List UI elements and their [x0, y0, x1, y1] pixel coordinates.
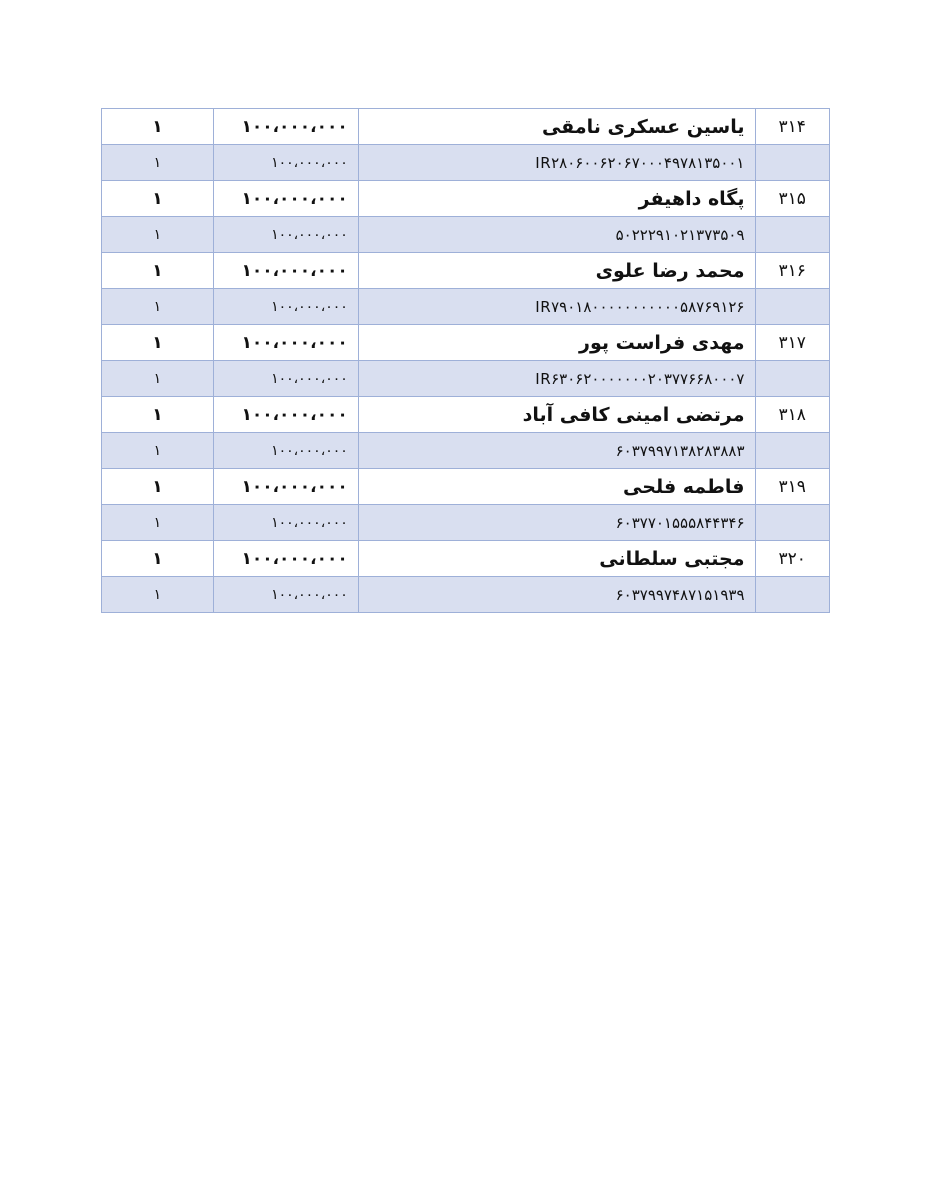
amount-value: ۱۰۰،۰۰۰،۰۰۰ [241, 548, 348, 569]
amount-value: ۱۰۰،۰۰۰،۰۰۰ [271, 514, 348, 531]
table-row [102, 181, 830, 217]
amount-value: ۱۰۰،۰۰۰،۰۰۰ [241, 188, 348, 209]
row-index-empty [755, 505, 830, 541]
account-cell [358, 145, 755, 181]
row-index: ۳۱۶ [755, 253, 830, 289]
amount-value: ۱۰۰،۰۰۰،۰۰۰ [271, 586, 348, 603]
count-cell: ۱ [102, 361, 214, 397]
amount-cell [213, 145, 358, 181]
count-cell: ۱ [102, 253, 214, 289]
account-cell [358, 505, 755, 541]
amount-cell [213, 505, 358, 541]
account-number: ۶۰۳۷۹۹۷۴۸۷۱۵۱۹۳۹ [615, 585, 745, 604]
table-row [102, 541, 830, 577]
row-index: ۳۱۴ [755, 109, 830, 145]
row-index: ۳۲۰ [755, 541, 830, 577]
account-cell [358, 289, 755, 325]
count-cell: ۱ [102, 145, 214, 181]
table-row [102, 289, 830, 325]
count-cell: ۱ [102, 181, 214, 217]
row-index: ۳۱۸ [755, 397, 830, 433]
row-index: ۳۱۵ [755, 181, 830, 217]
amount-value: ۱۰۰،۰۰۰،۰۰۰ [241, 116, 348, 137]
table-row [102, 217, 830, 253]
row-index-empty [755, 217, 830, 253]
amount-cell [213, 469, 358, 505]
table-row [102, 505, 830, 541]
amount-cell [213, 217, 358, 253]
table-row [102, 433, 830, 469]
amount-value: ۱۰۰،۰۰۰،۰۰۰ [241, 260, 348, 281]
row-index-empty [755, 289, 830, 325]
table-row [102, 253, 830, 289]
account-cell [358, 577, 755, 613]
account-number: IR۲۸۰۶۰۰۶۲۰۶۷۰۰۰۴۹۷۸۱۳۵۰۰۱ [535, 153, 745, 172]
account-cell [358, 361, 755, 397]
amount-value: ۱۰۰،۰۰۰،۰۰۰ [241, 332, 348, 353]
amount-cell [213, 109, 358, 145]
recipient-name: مهدی فراست پور [358, 325, 755, 361]
table-row [102, 109, 830, 145]
table-row [102, 145, 830, 181]
amount-value: ۱۰۰،۰۰۰،۰۰۰ [271, 298, 348, 315]
amount-cell [213, 325, 358, 361]
amount-value: ۱۰۰،۰۰۰،۰۰۰ [241, 404, 348, 425]
row-index: ۳۱۹ [755, 469, 830, 505]
row-index-empty [755, 145, 830, 181]
table-row [102, 397, 830, 433]
amount-cell [213, 577, 358, 613]
row-index: ۳۱۷ [755, 325, 830, 361]
payment-table [101, 108, 830, 613]
amount-value: ۱۰۰،۰۰۰،۰۰۰ [241, 476, 348, 497]
count-cell: ۱ [102, 541, 214, 577]
table-row [102, 469, 830, 505]
account-number: IR۷۹۰۱۸۰۰۰۰۰۰۰۰۰۰۰۵۸۷۶۹۱۲۶ [535, 297, 745, 316]
amount-cell [213, 253, 358, 289]
row-index-empty [755, 433, 830, 469]
amount-value: ۱۰۰،۰۰۰،۰۰۰ [271, 226, 348, 243]
recipient-name: یاسین عسکری نامقی [358, 109, 755, 145]
count-cell: ۱ [102, 505, 214, 541]
account-number: ۶۰۳۷۷۰۱۵۵۵۸۴۴۳۴۶ [615, 513, 745, 532]
amount-value: ۱۰۰،۰۰۰،۰۰۰ [271, 370, 348, 387]
amount-cell [213, 433, 358, 469]
amount-cell [213, 397, 358, 433]
amount-cell [213, 361, 358, 397]
amount-value: ۱۰۰،۰۰۰،۰۰۰ [271, 154, 348, 171]
count-cell: ۱ [102, 217, 214, 253]
account-number: ۵۰۲۲۲۹۱۰۲۱۳۷۳۵۰۹ [615, 225, 745, 244]
amount-cell [213, 181, 358, 217]
row-index-empty [755, 361, 830, 397]
recipient-name: مجتبی سلطانی [358, 541, 755, 577]
recipient-name: مرتضی امینی کافی آباد [358, 397, 755, 433]
count-cell: ۱ [102, 109, 214, 145]
table-row [102, 325, 830, 361]
table-row [102, 361, 830, 397]
amount-value: ۱۰۰،۰۰۰،۰۰۰ [271, 442, 348, 459]
account-cell [358, 433, 755, 469]
count-cell: ۱ [102, 433, 214, 469]
recipient-name: محمد رضا علوی [358, 253, 755, 289]
recipient-name: پگاه داهیفر [358, 181, 755, 217]
amount-cell [213, 541, 358, 577]
count-cell: ۱ [102, 469, 214, 505]
recipient-name: فاطمه فلحی [358, 469, 755, 505]
account-number: IR۶۳۰۶۲۰۰۰۰۰۰۰۲۰۳۷۷۶۶۸۰۰۰۷ [535, 369, 745, 388]
count-cell: ۱ [102, 325, 214, 361]
count-cell: ۱ [102, 289, 214, 325]
account-cell [358, 217, 755, 253]
row-index-empty [755, 577, 830, 613]
account-number: ۶۰۳۷۹۹۷۱۳۸۲۸۳۸۸۳ [615, 441, 745, 460]
amount-cell [213, 289, 358, 325]
count-cell: ۱ [102, 397, 214, 433]
count-cell: ۱ [102, 577, 214, 613]
table-row [102, 577, 830, 613]
